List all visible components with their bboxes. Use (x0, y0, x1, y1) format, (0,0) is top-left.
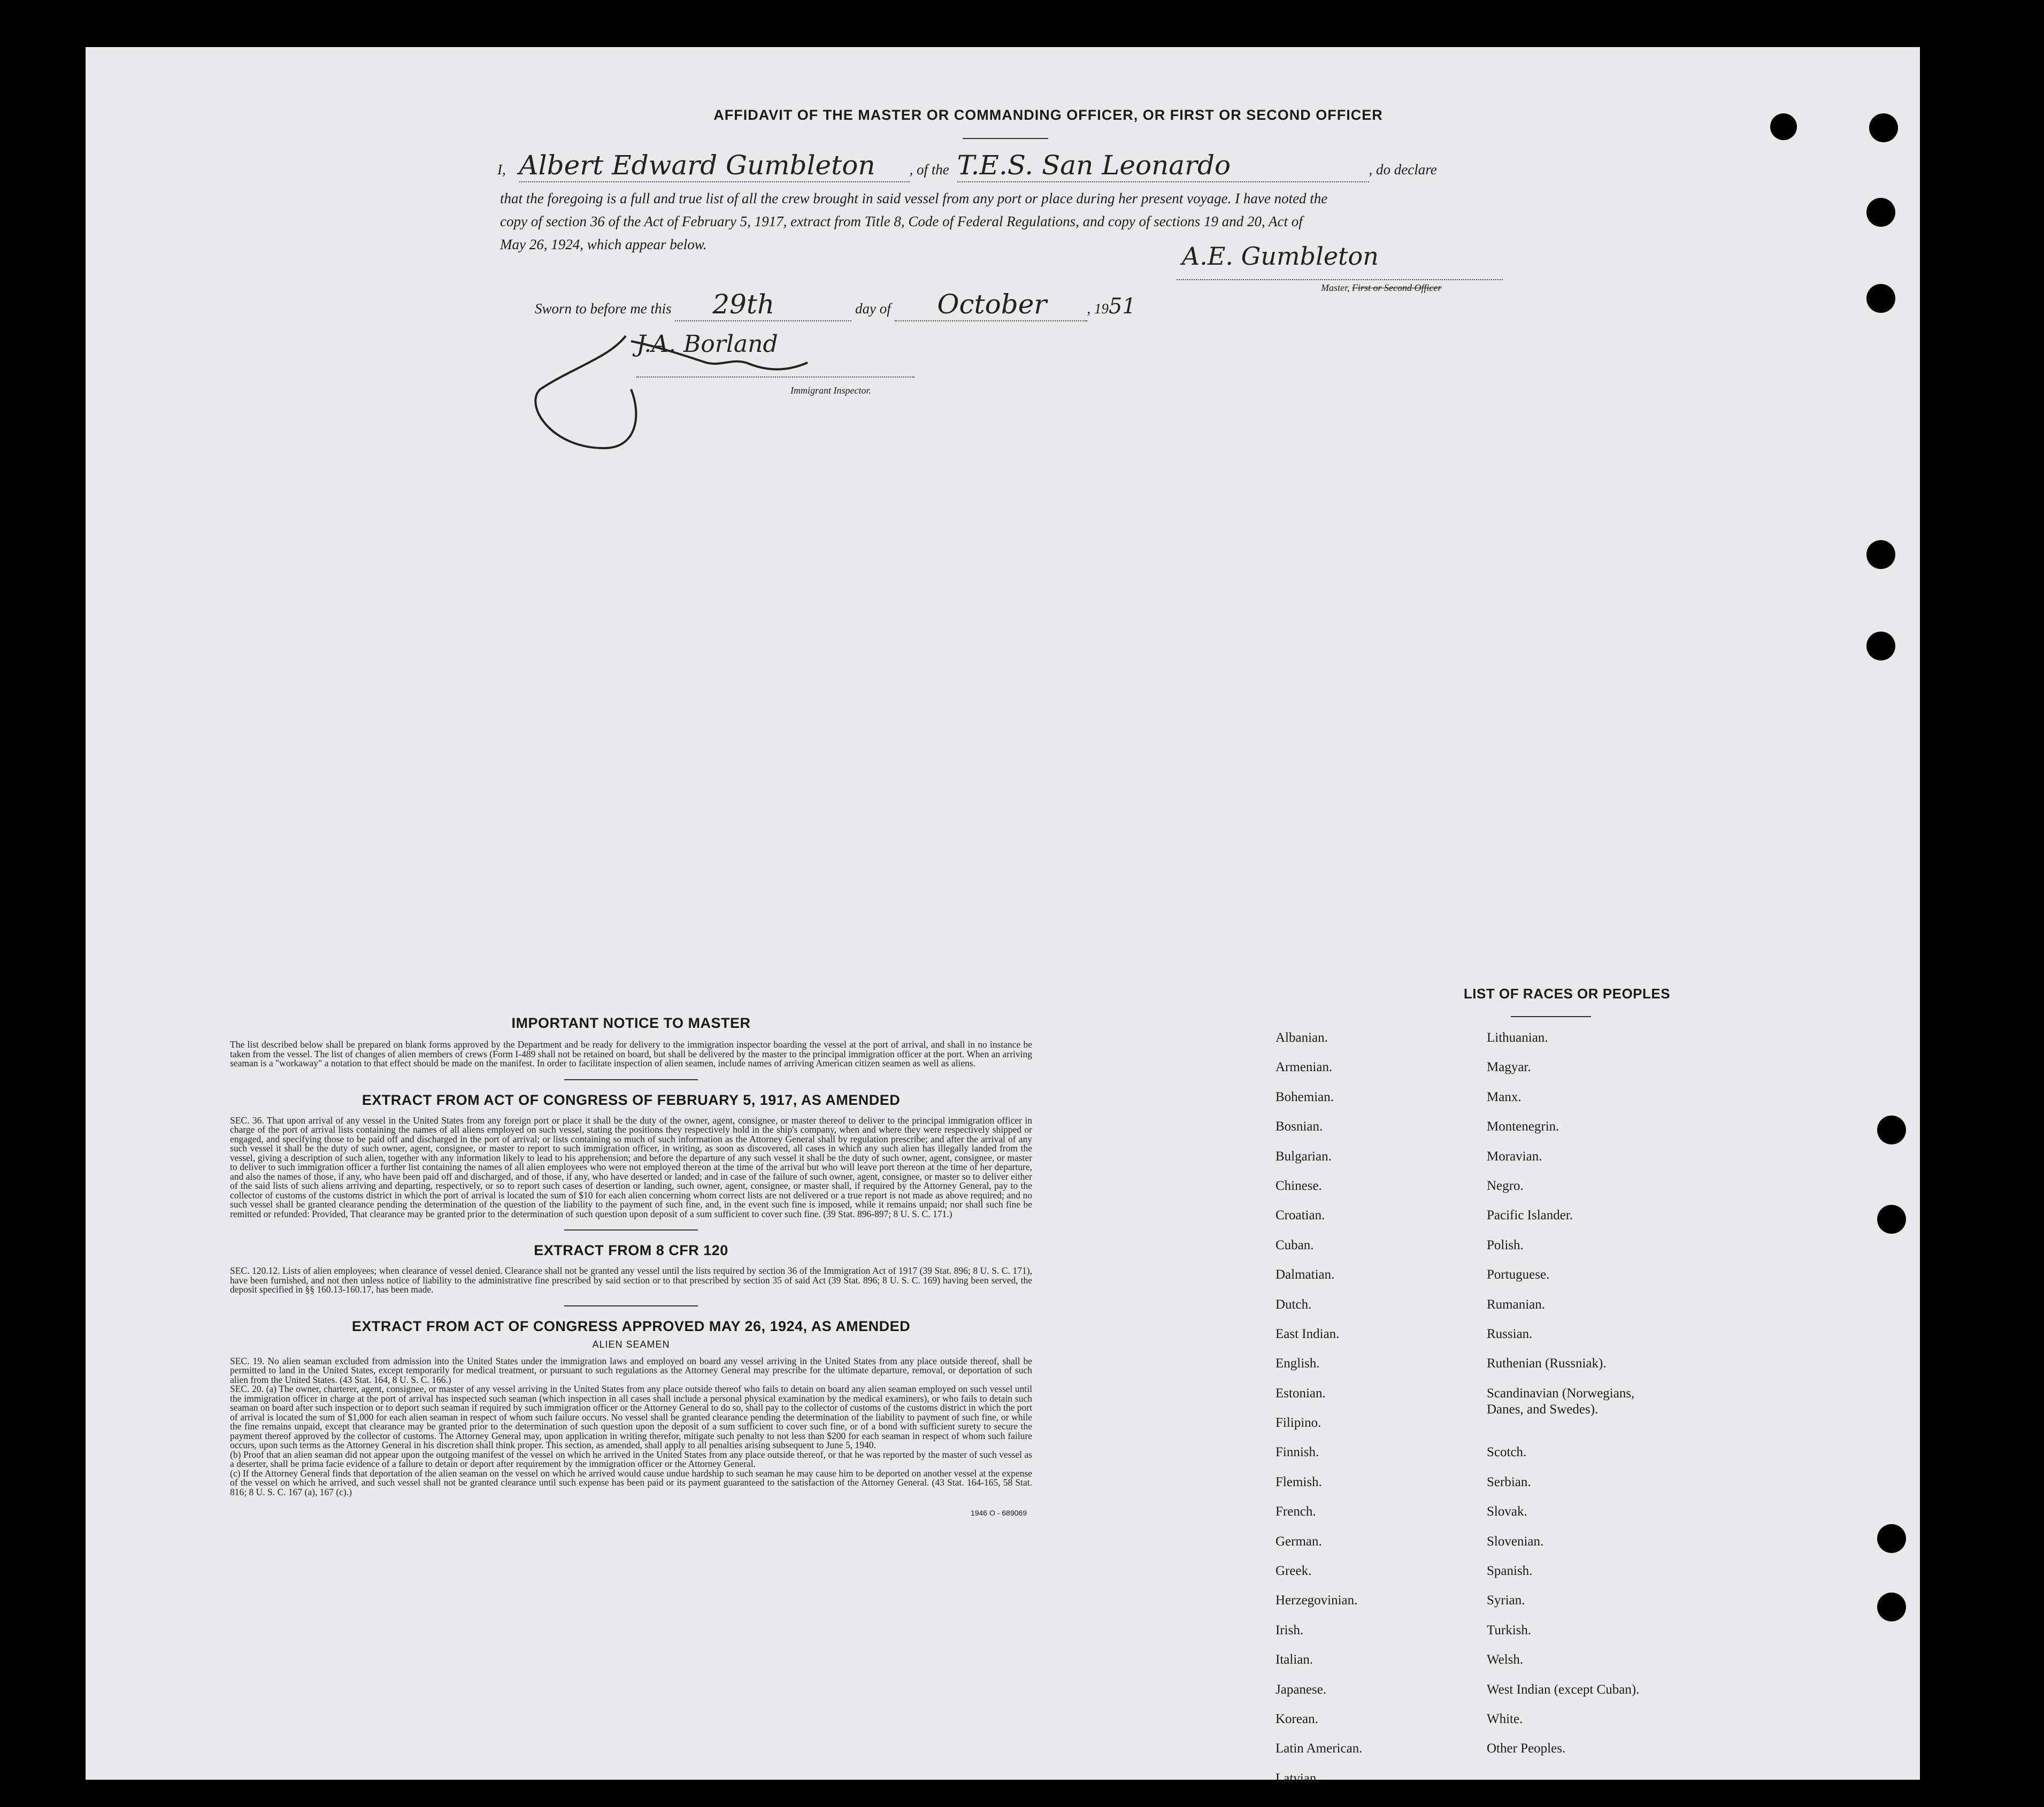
sworn-prefix: Sworn to before me this (535, 301, 672, 317)
separator-rule (564, 1079, 698, 1080)
race-item: Rumanian. (1487, 1297, 1546, 1312)
pronoun: I, (497, 162, 506, 178)
race-item: East Indian. (1275, 1326, 1340, 1341)
race-item: Scandinavian (Norwegians, Danes, and Swedes). (1487, 1386, 1635, 1417)
master-title-label: Master, First or Second Officer (1321, 282, 1442, 293)
section-19-text: SEC. 19. No alien seaman excluded from admission into the United States under the immigration laws and employed on board any vessel arriving in the United States from any place outside thereof, shall be permitted to land in the United States, except temporarily for medical treatment, or pursuant to such regulations as the Attorney General may prescribe for the ultimate departure, removal, or deportation of such alien from the United States. (43 Stat. 164, 8 U. S. C. 166.) (230, 1355, 1032, 1385)
declaration-line-3: copy of section 36 of the Act of February 5, 1917, extract from Title 8, Code of Federal Regulations, and copy of sections 19 and 20, Act of (500, 213, 1303, 229)
race-item: White. (1487, 1711, 1523, 1726)
master-name-field (519, 150, 910, 182)
separator-rule (564, 1229, 698, 1231)
extract-1924-heading: EXTRACT FROM ACT OF CONGRESS APPROVED MAY 26, 1924, AS AMENDED (351, 1318, 911, 1334)
race-item: Finnish. (1275, 1445, 1319, 1460)
race-item: Bulgarian. (1275, 1149, 1332, 1164)
section-20a-text: SEC. 20. (a) The owner, charterer, agent, consignee, or master of any vessel arriving in the United States from any place outside thereof who fails to detain on board any alien seaman employed on such vessel until the immigration officer in charge at the port of arrival has inspected such seaman (which inspection in all cases shall include a personal physical examination by the medical examiners), or who fails to detain such seaman on board after such inspection or to deport such seaman if required by such immigration officer or the Attorney General to do so, shall pay to the collector of customs of the customs district in which the port of arrival is located the sum of $1,000 for each alien seaman in respect of whom such failure occurs. No vessel shall be granted clearance pending the determination of the liability to payment of such fine, or while the fine remains unpaid, except that clearance may be granted prior to the determination of such question upon the deposit of a sum sufficient to cover such fine, or of a bond with sufficient surety to secure the payment thereof approved by the collector of customs. The Attorney General may, upon application in writing therefor, mitigate such penalty to not less than $200 for each seaman in respect of whom such failure occurs, upon such terms as the Attorney General in his discretion shall think proper. This section, as amended, shall apply to all penalties arising subsequent to June 5, 1940. (230, 1383, 1032, 1450)
do-declare-label: , do declare (1369, 162, 1437, 178)
race-item: Herzegovinian. (1275, 1593, 1358, 1608)
race-item: Montenegrin. (1487, 1119, 1559, 1134)
race-item: Estonian. (1275, 1386, 1326, 1401)
race-item: Manx. (1487, 1089, 1522, 1104)
races-column-2 (1487, 1030, 1639, 1771)
master-signature-line (1177, 242, 1503, 280)
race-item: Chinese. (1275, 1178, 1322, 1193)
race-item: Welsh. (1487, 1652, 1524, 1667)
race-item: Scotch. (1487, 1445, 1527, 1460)
race-item: Filipino. (1275, 1416, 1321, 1431)
race-item: Bohemian. (1275, 1089, 1334, 1104)
section-20c-text: (c) If the Attorney General finds that deportation of the alien seaman on the vessel on which he arrived would cause undue hardship to such seaman he may cause him to be deported on another vessel at the expense of the vessel on which he arrived, and such vessel shall not be granted clearance until such expense has been paid or its payment guaranteed to the satisfaction of the Attorney General. (43 Stat. 164-165, 58 Stat. 816; 8 U. S. C. 167 (a), 167 (c).) (230, 1467, 1032, 1497)
inspector-signature-line (636, 376, 915, 378)
inspector-signature-block (529, 325, 915, 464)
extract-cfr-heading: EXTRACT FROM 8 CFR 120 (534, 1242, 728, 1258)
struck-officer-label: First or Second Officer (1352, 282, 1442, 293)
race-item: Russian. (1487, 1326, 1533, 1341)
punch-hole (1866, 284, 1895, 313)
year-prefix: , 19 (1087, 301, 1109, 317)
form-page (86, 47, 1920, 1786)
punch-hole (1866, 540, 1895, 569)
race-item: Cuban. (1275, 1237, 1314, 1252)
separator-rule (564, 1305, 698, 1306)
declaration-line-2: that the foregoing is a full and true list of all the crew brought in said vessel from any port or place during her present voyage. I have noted the (500, 190, 1328, 206)
vessel-name: T.E.S. San Leonardo (957, 150, 1231, 181)
declaration-line-1 (497, 150, 1620, 182)
race-item: Turkish. (1487, 1623, 1532, 1637)
race-item: Serbian. (1487, 1474, 1531, 1489)
races-title-rule (1511, 1016, 1591, 1017)
race-item: English. (1275, 1356, 1320, 1371)
race-item: Greek. (1275, 1564, 1312, 1579)
extract-cfr-text: SEC. 120.12. Lists of alien employees; when clearance of vessel denied. Clearance shall not be granted any vessel until the lists required by section 36 of the Immigration Act of 1917 (39 Stat. 896; 8 U. S. C. 171), have been furnished, and not then unless notice of liability to the administrative fine prescribed by said section or to that prescribed by section 35 of said Act (39 Stat. 896; 8 U. S. C. 169) having been served, the deposit specified in §§ 160.13-160.17, has been made. (230, 1265, 1032, 1295)
race-item: Magyar. (1487, 1060, 1531, 1075)
race-item: Slovenian. (1487, 1534, 1544, 1549)
sworn-day: 29th (712, 289, 775, 320)
sworn-month: October (937, 289, 1047, 320)
punch-hole (1877, 1205, 1906, 1234)
notice-heading: IMPORTANT NOTICE TO MASTER (511, 1015, 751, 1031)
race-item: West Indian (except Cuban). (1487, 1682, 1640, 1697)
race-item: Italian. (1275, 1652, 1313, 1667)
race-item: Lithuanian. (1487, 1031, 1548, 1045)
inspector-signature: J.A. Borland (636, 330, 778, 358)
race-item: Moravian. (1487, 1149, 1542, 1164)
extract-1917-text: SEC. 36. That upon arrival of any vessel in the United States from any foreign port or place it shall be the duty of the owner, agent, consignee, or master thereof to deliver to the principal immigration officer in charge of the port of arrival lists containing the names of all aliens employed on such vessel, stating the positions they respectively hold in the ship's company, when and where they were respectively shipped or engaged, and specifying those to be paid off and discharged in the port of arrival; or lists containing so much of such information as the Attorney General shall by regulation prescribe; and after the arrival of any such vessel it shall be the duty of such owner, agent, consignee, or master to report to such immigration officer, in writing, as soon as discovered, all cases in which any such alien has illegally landed from the vessel, giving a description of such alien, together with any information likely to lead to his apprehension; and before the departure of any such vessel it shall be the duty of such owner, agent, consignee, or master to deliver to such immigration officer a further list containing the names of all alien employees who were not employed thereon at the time of the arrival but who will leave port thereon at the time of her departure, and also the names of those, if any, who have been paid off and discharged, and of those, if any, who have deserted or landed; and in case of the failure of such owner, agent, consignee, or master so to deliver either of the said lists of such aliens arriving and departing, respectively, or so to report such cases of desertion or landing, such owner, agent, consignee, or master shall, if required by the Attorney General, pay to the collector of customs of the customs district in which the port of arrival is located the sum of $10 for each alien concerning whom correct lists are not delivered or a true report is not made as above required; and no such vessel shall be granted clearance pending the determination of the question of the liability to the payment of such fine, and, in the event such fine is imposed, while it remains unpaid; nor shall such fine be remitted or refunded: Provided, That clearance may be granted prior to the determination of such question upon deposit of a sum sufficient to cover such fine. (39 Stat. 896-897; 8 U. S. C. 171.) (230, 1114, 1032, 1219)
punch-hole (1877, 1524, 1906, 1553)
race-item: Latin American. (1275, 1741, 1363, 1756)
race-item: Bosnian. (1275, 1119, 1323, 1134)
race-item: Syrian. (1487, 1593, 1525, 1608)
sworn-year: 51 (1109, 294, 1136, 319)
race-item: Dutch. (1275, 1297, 1312, 1312)
race-item: Croatian. (1275, 1208, 1325, 1223)
day-of-label: day of (855, 301, 891, 317)
master-signature: A.E. Gumbleton (1182, 242, 1379, 271)
races-title: LIST OF RACES OR PEOPLES (1463, 986, 1671, 1002)
punch-hole (1770, 113, 1797, 140)
sworn-line (535, 289, 1444, 321)
race-item: German. (1275, 1534, 1322, 1549)
title-rule (963, 138, 1048, 139)
race-item: Other Peoples. (1487, 1741, 1566, 1756)
race-item: Pacific Islander. (1487, 1208, 1573, 1223)
notice-text: The list described below shall be prepared on blank forms approved by the Department and be ready for delivery to the immigration inspector boarding the vessel at the port of arrival, and shall in no instance be taken from the vessel. The list of changes of alien members of crews (Form I-489 shall not be retained on board, but shall be delivered by the master to the principal immigration officer at the port. When an arriving seaman is a "workaway" a notation to that effect should be made on the manifest. In order to facilitate inspection of alien seamen, include names of arriving American citizen seamen as well as aliens. (230, 1039, 1032, 1068)
race-item: Flemish. (1275, 1474, 1322, 1489)
punch-hole (1866, 198, 1895, 227)
race-item: Polish. (1487, 1237, 1524, 1252)
race-item: Negro. (1487, 1178, 1524, 1193)
punch-hole (1869, 113, 1898, 142)
print-code: 1946 O - 689069 (970, 1509, 1027, 1517)
affidavit-title: AFFIDAVIT OF THE MASTER OR COMMANDING OFFICER, OR FIRST OR SECOND OFFICER (713, 107, 1383, 123)
alien-seamen-subheading: ALIEN SEAMEN (592, 1339, 670, 1350)
punch-hole (1877, 1593, 1906, 1621)
of-the-label: , of the (909, 162, 949, 178)
notice-column (230, 1015, 1032, 1517)
race-item: Slovak. (1487, 1504, 1527, 1519)
race-item: Armenian. (1275, 1060, 1333, 1075)
race-item: Korean. (1275, 1711, 1318, 1726)
race-item: Spanish. (1487, 1564, 1533, 1579)
extract-1917-heading: EXTRACT FROM ACT OF CONGRESS OF FEBRUARY 5, 1917, AS AMENDED (362, 1091, 901, 1108)
punch-hole (1877, 1116, 1906, 1144)
race-item: Dalmatian. (1275, 1267, 1335, 1282)
sworn-day-field (675, 289, 851, 321)
inspector-label: Immigrant Inspector. (790, 385, 871, 396)
punch-hole (1866, 632, 1895, 660)
section-20b-text: (b) Proof that an alien seaman did not appear upon the outgoing manifest of the vessel on which he arrived in the United States from any place outside thereof, or that he was reported by the master of such vessel as a deserter, shall be prima facie evidence of a failure to detain or deport after requirement by the immigration officer or the Attorney General. (230, 1449, 1032, 1469)
race-item: Portuguese. (1487, 1267, 1550, 1282)
race-item: Albanian. (1275, 1031, 1328, 1045)
race-item: Japanese. (1275, 1682, 1327, 1697)
race-item: Ruthenian (Russniak). (1487, 1356, 1607, 1371)
master-name: Albert Edward Gumbleton (519, 150, 875, 181)
race-item: French. (1275, 1504, 1316, 1519)
races-column-1 (1275, 1030, 1362, 1800)
sworn-month-field (895, 289, 1087, 321)
declaration-line-4: May 26, 1924, which appear below. (500, 236, 707, 252)
vessel-name-field (957, 150, 1369, 182)
race-item (1487, 1415, 1639, 1444)
race-item: Latvian. (1275, 1771, 1320, 1786)
race-item: Irish. (1275, 1623, 1304, 1637)
